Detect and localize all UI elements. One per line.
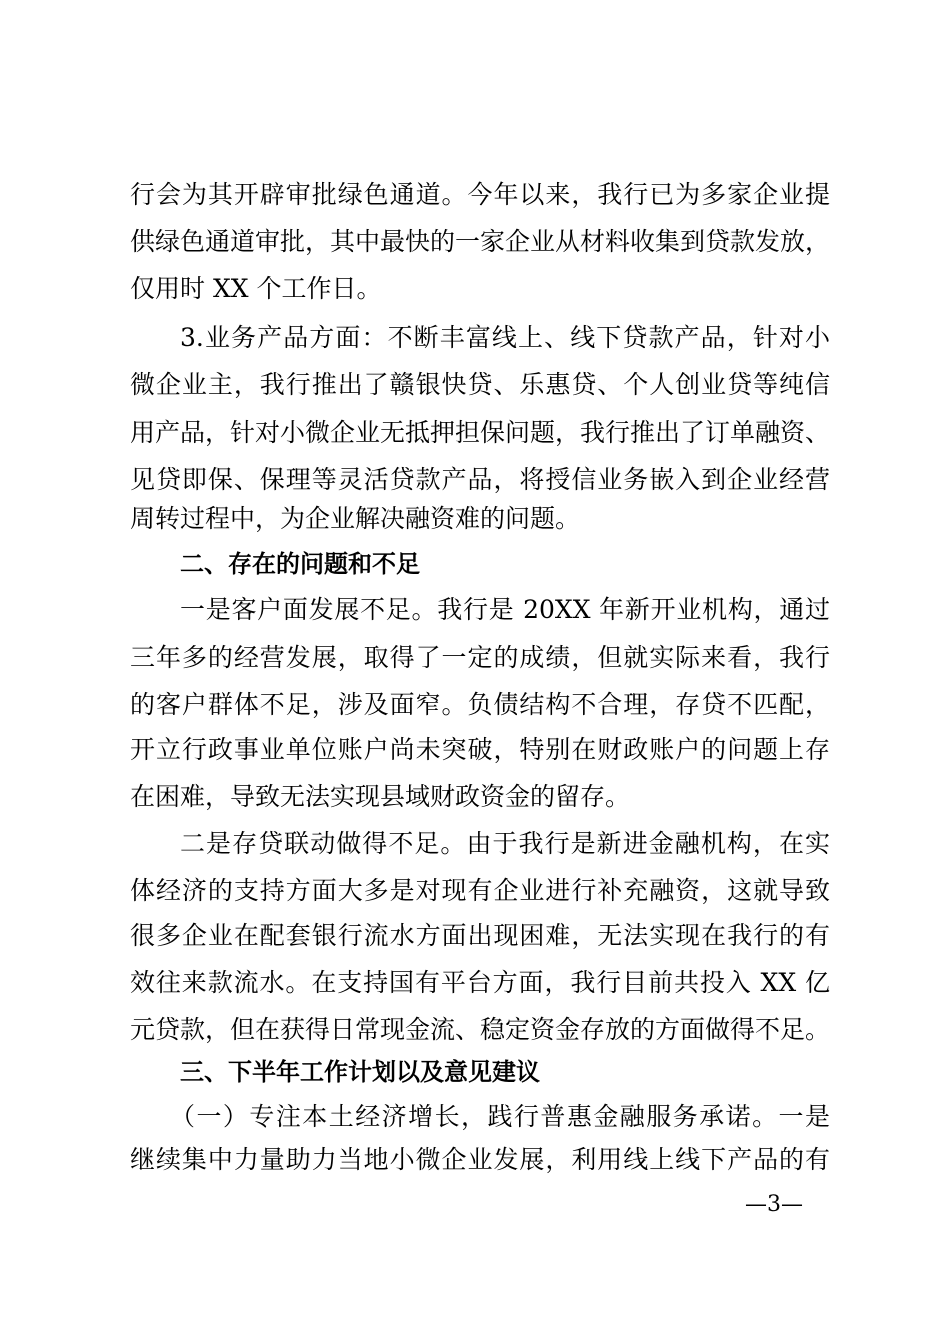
text-line: 供绿色通道审批，其中最快的一家企业从材料收集到贷款发放， [130,227,831,256]
text-line: 效往来款流水。在支持国有平台方面，我行目前共投入 XX 亿 [130,968,830,997]
text-line: 一是客户面发展不足。我行是 20XX 年新开业机构，通过 [180,595,830,624]
text-line: 周转过程中，为企业解决融资难的问题。 [130,504,581,533]
page-number: —3— [745,1192,803,1217]
text-line: 微企业主，我行推出了赣银快贷、乐惠贷、个人创业贷等纯信 [130,370,830,399]
text-line: 的客户群体不足，涉及面窄。负债结构不合理，存贷不匹配， [130,690,830,719]
text-line: 很多企业在配套银行流水方面出现困难，无法实现在我行的有 [130,921,830,950]
text-line: 见贷即保、保理等灵活贷款产品，将授信业务嵌入到企业经营 [130,465,830,494]
text-line: 体经济的支持方面大多是对现有企业进行补充融资，这就导致 [130,876,830,905]
text-line: 在困难，导致无法实现县域财政资金的留存。 [130,782,631,811]
text-line: 二是存贷联动做得不足。由于我行是新进金融机构，在实 [180,829,830,858]
text-line: 行会为其开辟审批绿色通道。今年以来，我行已为多家企业提 [130,180,830,209]
text-line: 继续集中力量助力当地小微企业发展，利用线上线下产品的有 [130,1145,830,1174]
section-heading: 二、存在的问题和不足 [180,550,420,578]
text-line: 仅用时 XX 个工作日。 [130,274,382,303]
text-line: （一）专注本土经济增长，践行普惠金融服务承诺。一是 [170,1102,830,1131]
text-line: 3.业务产品方面：不断丰富线上、线下贷款产品，针对小 [180,323,830,352]
text-line: 用产品，针对小微企业无抵押担保问题，我行推出了订单融资、 [130,418,831,447]
text-line: 三年多的经营发展，取得了一定的成绩，但就实际来看，我行 [130,643,830,672]
section-heading: 三、下半年工作计划以及意见建议 [180,1058,540,1086]
text-line: 元贷款，但在获得日常现金流、稳定资金存放的方面做得不足。 [130,1015,831,1044]
text-line: 开立行政事业单位账户尚未突破，特别在财政账户的问题上存 [130,735,830,764]
